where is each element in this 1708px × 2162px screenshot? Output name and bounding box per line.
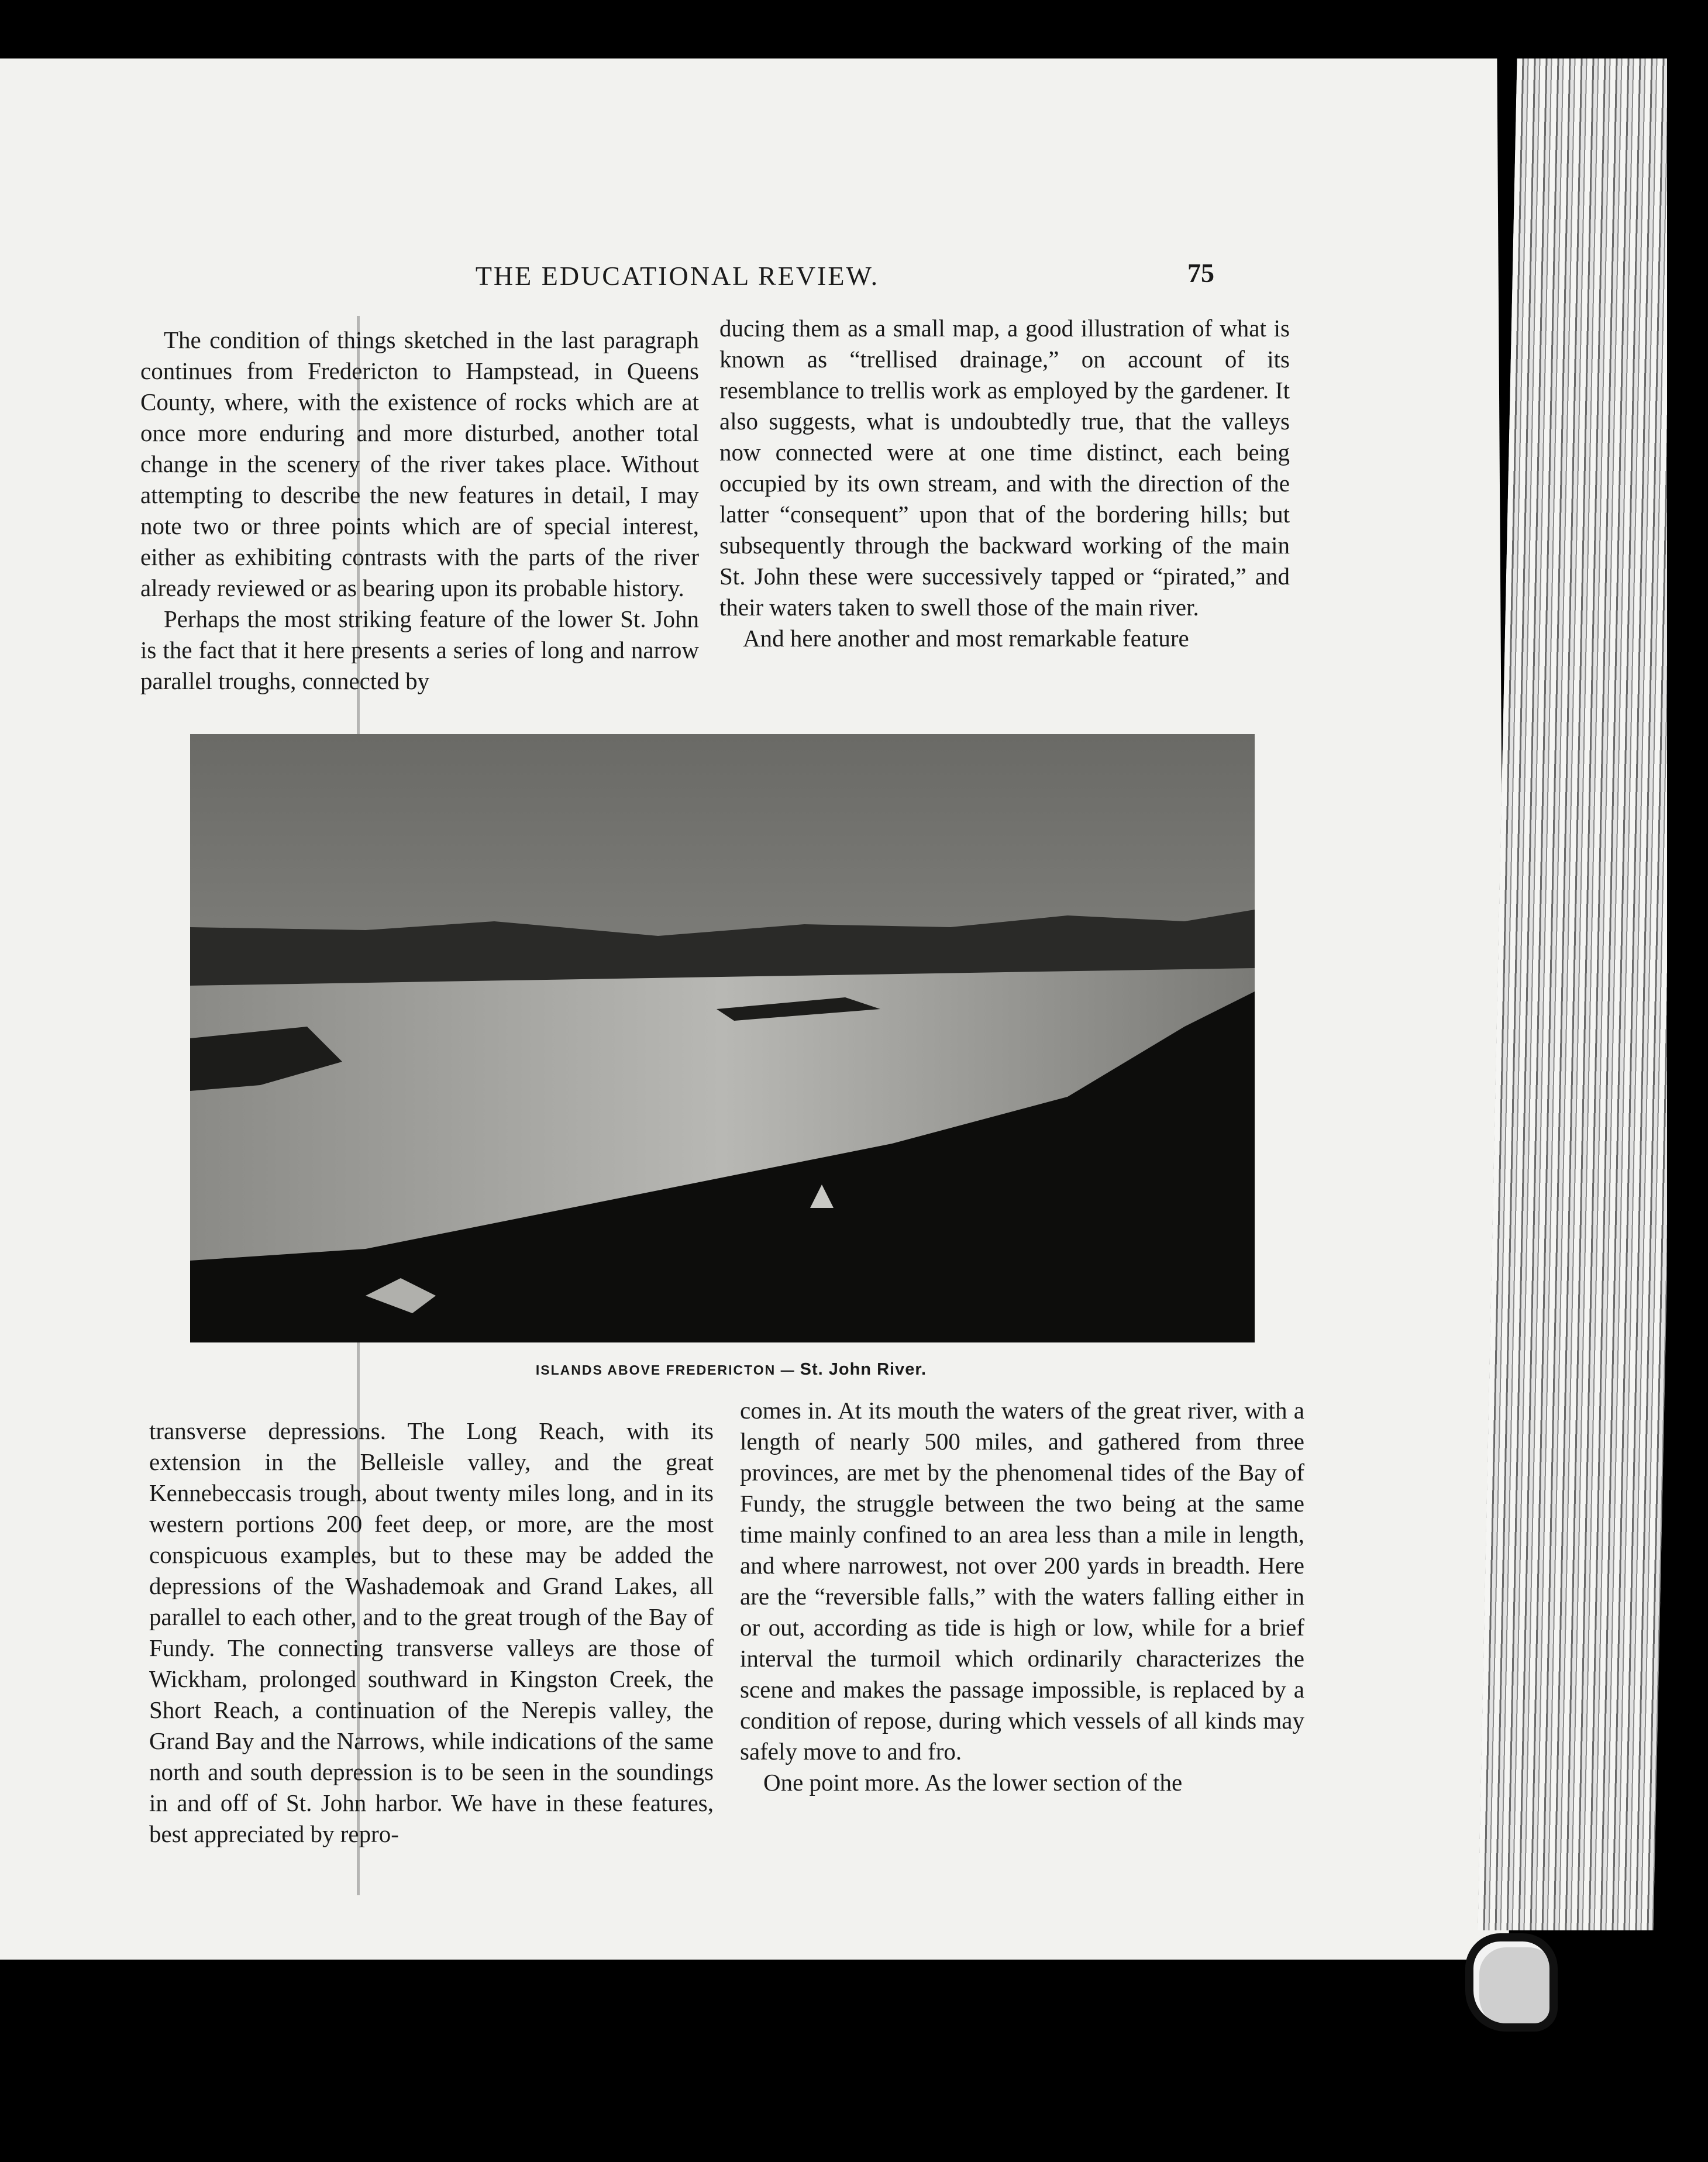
page-number: 75: [1187, 258, 1214, 288]
paragraph: ducing them as a small map, a good illustration of what is known as “trellised drainage,” on account of its resemblance to trellis work as employed by the gardener. It also suggests, what is undoubtedly true, that the valleys now connected were at one time distinct, each being occupied by its own stream, and with the direction of the latter “consequent” upon that of the bordering hills; but subsequently through the backward working of the main St. John these were successively tapped or “pirated,” and their waters taken to swell those of the main river.: [719, 315, 1290, 621]
river-photograph: [190, 734, 1255, 1342]
caption-main: ISLANDS ABOVE FREDERICTON —: [535, 1362, 796, 1378]
page-header: [0, 260, 1708, 307]
column-bottom-right: [740, 1395, 1304, 1863]
page-edges-shadow: [1667, 58, 1708, 1989]
paragraph: comes in. At its mouth the waters of the great river, with a length of nearly 500 miles, and gathered from three provinces, are met by the phenomenal tides of the Bay of Fundy, the struggle between the two being at the same time mainly confined to an area less than a mile in length, and where narrowest, not over 200 yards in breadth. Here are the “reversible falls,” with the waters falling either in or out, according as tide is high or low, while for a brief interval the turmoil which ordinarily characterizes the scene and makes the passage impossible, is replaced by a condition of repose, during which vessels of all kinds may safely move to and fro.: [740, 1397, 1304, 1765]
column-top-left: [140, 325, 699, 711]
paragraph: transverse depressions. The Long Reach, with its extension in the Belleisle valley, and the great Kennebeccasis trough, about twenty miles long, and in its western portions 200 feet deep, or more, are the most conspicuous examples, but to these may be added the depressions of the Washademoak and Grand Lakes, all parallel to each other, and to the great trough of the Bay of Fundy. The connecting transverse valleys are those of Wickham, prolonged southward in Kingston Creek, the Short Reach, a continuation of the Nerepis valley, the Grand Bay and the Narrows, while indications of the same north and south depression is to be seen in the soundings in and off of St. John harbor. We have in these features, best appreciated by repro-: [149, 1417, 714, 1847]
caption-sub: St. John River.: [800, 1360, 927, 1379]
column-top-right: [719, 313, 1290, 722]
photo-caption: [409, 1360, 1053, 1379]
page-corner-curl: [1465, 1933, 1558, 2032]
column-bottom-left: [149, 1416, 714, 1884]
page-edges: [1478, 58, 1692, 1930]
paragraph: And here another and most remarkable feature: [743, 625, 1189, 652]
paragraph: The condition of things sketched in the last paragraph continues from Fredericton to Hampstead, in Queens County, where, with the existence of rocks which are at once more enduring and more disturbed, another total change in the scenery of the river takes place. Without attempting to describe the new features in detail, I may note two or three points which are of special interest, either as exhibiting contrasts with the parts of the river already reviewed or as bearing upon its probable history.: [140, 326, 699, 601]
paragraph: One point more. As the lower section of the: [763, 1769, 1183, 1796]
paragraph: Perhaps the most striking feature of the lower St. John is the fact that it here presents a series of long and narrow parallel troughs, connected by: [140, 605, 699, 694]
running-title: THE EDUCATIONAL REVIEW.: [475, 261, 880, 291]
river-landscape-image: [190, 734, 1255, 1342]
